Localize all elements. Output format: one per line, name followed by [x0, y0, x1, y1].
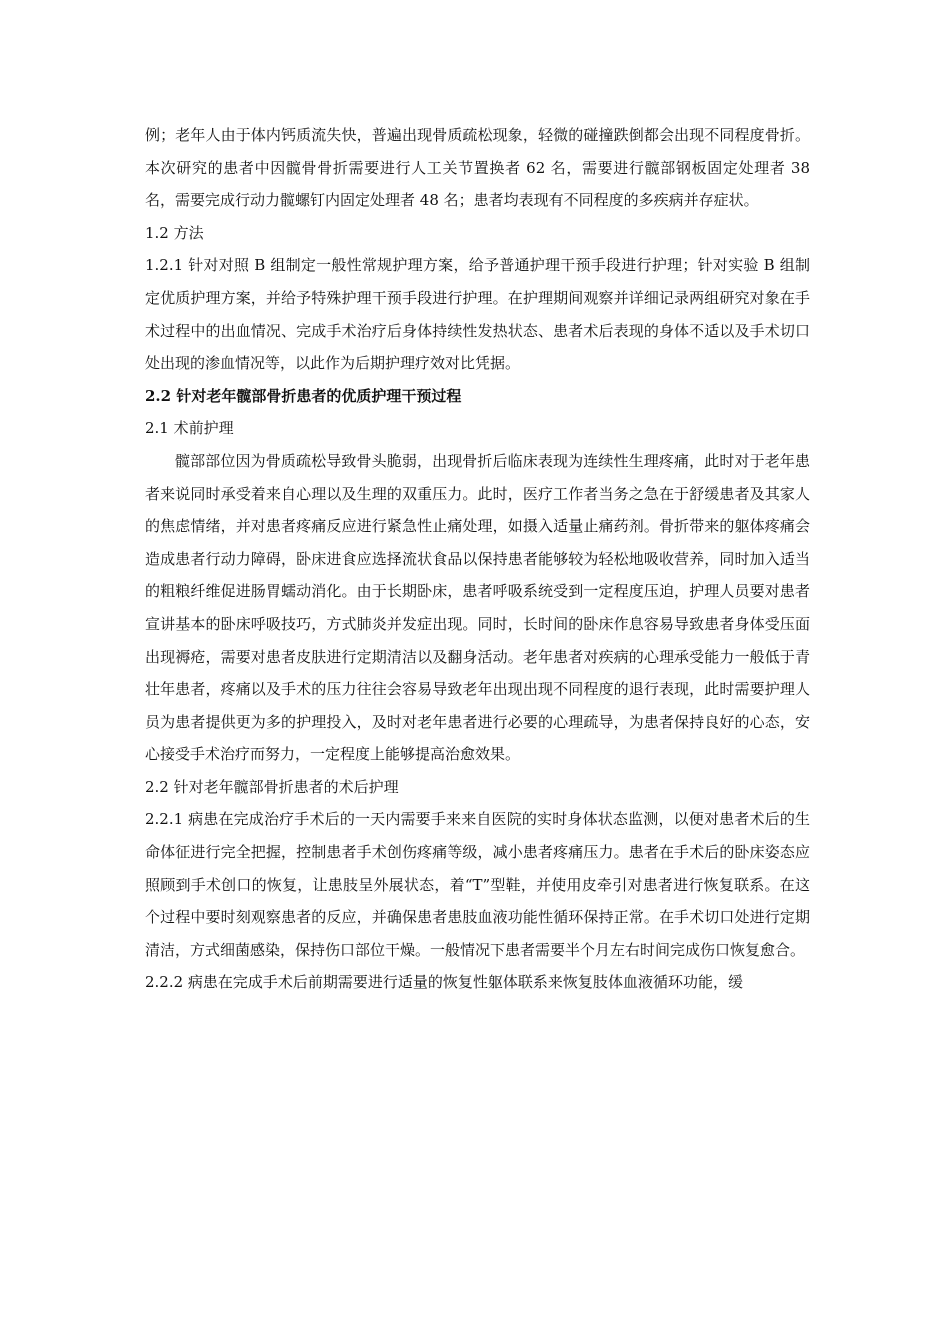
paragraph-2-2-2: 2.2.2 病患在完成手术后前期需要进行适量的恢复性躯体联系来恢复肢体血液循环功能，缓 — [145, 973, 743, 992]
section-heading-2-2-quality-care: 2.2 针对老年髋部骨折患者的优质护理干预过程 — [145, 386, 462, 405]
paragraph-patient-overview: 例；老年人由于体内钙质流失快，普遍出现骨质疏松现象，轻微的碰撞跌倒都会出现不同程度骨折。本次研究的患者中因髋骨骨折需要进行人工关节置换者 62 名，需要进行髋部钢板固定处理者 38 名，需要完成行动力髋螺钉内固定处理者 48 名；患者均表现有不同程度的多疾病并存症状。 — [145, 126, 810, 210]
paragraph-1-2-1: 1.2.1 针对对照 B 组制定一般性常规护理方案，给予普通护理干预手段进行护理；针对实验 B 组制定优质护理方案，并给予特殊护理干预手段进行护理。在护理期间观察并详细记录两组研究对象在手术过程中的出血情况、完成手术治疗后身体持续性发热状态、患者术后表现的身体不适以及手术切口处出现的渗血情况等，以此作为后期护理疗效对比凭据。 — [145, 256, 810, 373]
document-body — [145, 119, 810, 999]
paragraph-preop-care: 髋部部位因为骨质疏松导致骨头脆弱，出现骨折后临床表现为连续性生理疼痛，此时对于老年患者来说同时承受着来自心理以及生理的双重压力。此时，医疗工作者当务之急在于舒缓患者及其家人的焦虑情绪，并对患者疼痛反应进行紧急性止痛处理，如摄入适量止痛药剂。骨折带来的躯体疼痛会造成患者行动力障碍，卧床进食应选择流状食品以保持患者能够较为轻松地吸收营养，同时加入适当的粗粮纤维促进肠胃蠕动消化。由于长期卧床，患者呼吸系统受到一定程度压迫，护理人员要对患者宣讲基本的卧床呼吸技巧，方式肺炎并发症出现。同时，长时间的卧床作息容易导致患者身体受压面出现褥疮，需要对患者皮肤进行定期清洁以及翻身活动。老年患者对疾病的心理承受能力一般低于青壮年患者，疼痛以及手术的压力往往会容易导致老年出现出现不同程度的退行表现，此时需要护理人员为患者提供更为多的护理投入，及时对老年患者进行必要的心理疏导，为患者保持良好的心态，安心接受手术治疗而努力，一定程度上能够提高治愈效果。 — [145, 451, 810, 764]
section-heading-1-2-method: 1.2 方法 — [145, 223, 204, 242]
paragraph-2-2-1: 2.2.1 病患在完成治疗手术后的一天内需要手来来自医院的实时身体状态监测，以便对患者术后的生命体征进行完全把握，控制患者手术创伤疼痛等级，减小患者疼痛压力。患者在手术后的卧床姿态应照顾到手术创口的恢复，让患肢呈外展状态，着“T”型鞋，并使用皮牵引对患者进行恢复联系。在这个过程中要时刻观察患者的反应，并确保患者患肢血液功能性循环保持正常。在手术切口处进行定期清洁，方式细菌感染，保持伤口部位干燥。一般情况下患者需要半个月左右时间完成伤口恢复愈合。 — [145, 810, 810, 959]
section-heading-2-1-preop: 2.1 术前护理 — [145, 419, 234, 438]
section-heading-2-2-postop: 2.2 针对老年髋部骨折患者的术后护理 — [145, 777, 399, 796]
